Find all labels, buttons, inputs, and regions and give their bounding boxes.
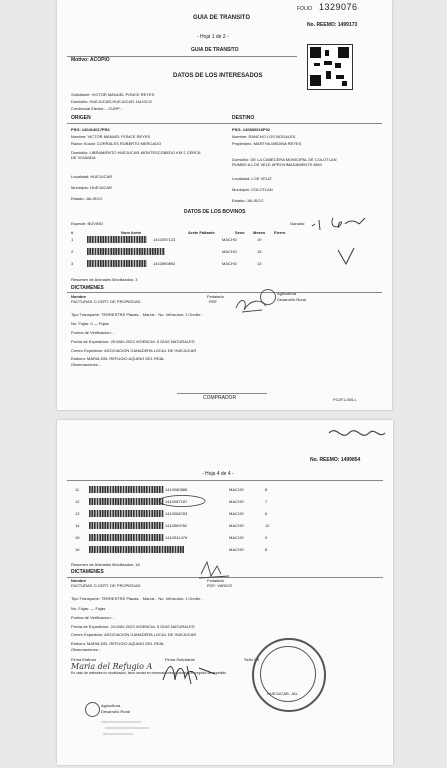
firma-solicitante-label: Firma Solicitante (165, 657, 195, 662)
page-counter: - Hoja 4 de 4 - (202, 471, 234, 477)
elaboro-signature: Maria del Refugio A (71, 662, 153, 671)
redacted-field (89, 498, 164, 505)
destino-propietario: Propietario: MARTHA MEDINA REYES (232, 141, 302, 146)
origen-heading: ORIGEN (71, 115, 91, 121)
redacted-field (89, 522, 164, 529)
handwritten-note (309, 214, 369, 234)
origen-domicilio-1: Domicilio: LIBRAMIENTO HUEJUCAR-MONTESCOBEDO KM 2 CERCA (71, 150, 201, 155)
tipo-transporte: Tipo Transporte: TERRESTRE Placas: . Marca: . No. Vehiculos: 1 Chofer: . (71, 312, 204, 317)
page-title: GUIA DE TRANSITO (193, 15, 251, 21)
centro-expedidor: Centro Expedidor: ASOCIACION GANADERA LOCAL DE HUEJUCAR (71, 348, 197, 353)
table-row-meses: 8 (265, 487, 268, 492)
table-row-sexo: MACHO (229, 511, 244, 516)
table-row-meses: 8 (265, 547, 268, 552)
col-meses: Meses (253, 230, 266, 235)
redacted-field (87, 260, 147, 267)
redacted-field (87, 248, 165, 255)
desarrollo-rural-text: Desarrollo Rural (277, 297, 306, 302)
fojas: No. Fojas: 0 — Fojas (71, 321, 109, 326)
agricultura-text: Agricultura (277, 291, 297, 296)
col-arete: Num Arete (121, 230, 142, 235)
origen-domicilio-2: DE VIGANDA (71, 155, 96, 160)
table-row-meses: 9 (265, 535, 268, 540)
table-row-num: 3 (71, 261, 74, 266)
reemo-number: No. REEMO: 1499854 (310, 457, 361, 463)
table-row-meses: 19 (257, 237, 262, 242)
observaciones: Observaciones: - (71, 362, 102, 367)
table-row-meses: 6 (265, 511, 268, 516)
especie: Especie: BOVINO (71, 221, 104, 226)
table-row-num: 13 (75, 511, 80, 516)
agricultura-logo (260, 289, 276, 305)
puntos-verificacion: Puntos de Verificacion: - (71, 330, 115, 335)
table-row-arete: 1410541476 (165, 535, 188, 540)
qr-code (307, 44, 353, 90)
origen-razon: Razon Social: CORRALES ROBERTO MERCADO (71, 141, 162, 146)
dictamen-nombre-col: Nombre (71, 294, 87, 299)
seal-text: HUEJUCAR, JAL. (267, 691, 300, 696)
table-row-num: 1 (71, 237, 74, 242)
table-row-arete: 1410057123 (153, 237, 176, 242)
section-interesados: DATOS DE LOS INTERESADOS (173, 73, 263, 79)
table-row-meses: 12 (265, 523, 270, 528)
folio-number: 1329076 (319, 2, 358, 12)
section-bovinos: DATOS DE LOS BOVINOS (184, 209, 246, 215)
table-row-arete: 1410068783 (165, 511, 188, 516)
fedatario-signature (197, 558, 233, 580)
dictamen-facturas: FACTURAS O CERT. DE PROPIEDAD (71, 299, 141, 304)
col-fierro: Fierro (274, 230, 286, 235)
origen-nombre: Nombre: VICTOR MANUEL PONCE REYES (71, 134, 151, 139)
fedatario-value: RSF (209, 299, 217, 304)
resumen-animales: Resumen de Animales Movilizados: 16 (71, 562, 140, 567)
origen-municipio: Municipio: HUEJUCAR (71, 185, 112, 190)
destino-municipio: Municipio: COLOTLAN (232, 187, 273, 192)
col-sexo: Sexo (235, 230, 245, 235)
fecha-expedicion: Fecha de Expedicion: 29-MAY-2023 VIGENCIA: 5 DIAS NATURALES (71, 339, 195, 344)
table-row-meses: 13 (257, 261, 262, 266)
solicitante: Solicitante: VICTOR MANUEL PONCE REYES (71, 92, 155, 97)
redacted-field (87, 236, 147, 243)
motivo: Motivo: ACOPIO (71, 57, 110, 63)
section-dictamenes: DICTAMENES (71, 285, 104, 291)
table-row-sexo: MACHO (222, 237, 237, 242)
resumen-animales: Resumen de Animales Movilizados: 3 (71, 277, 138, 282)
destino-domicilio-2: RUMBO A LOS VELE APROXIMADAMENTE 8KM (232, 162, 322, 167)
destino-heading: DESTINO (232, 115, 255, 121)
page-counter: - Hoja 1 de 2 - (197, 34, 229, 40)
origen-psg: PSG: 140414017PR2 (71, 127, 110, 132)
circled-mark (157, 494, 207, 508)
redacted-field (89, 510, 164, 517)
table-row-num: 11 (75, 487, 80, 492)
solicitante-domicilio: Domicilio: HUEJUCAR,HUEJUCAR JALISCO (71, 99, 152, 104)
redacted-field (89, 486, 164, 493)
fedatario-label: Fedatario (207, 294, 224, 299)
fecha-expedicion: Fecha de Expedicion: 24-MAY-2023 VIGENCIA: 5 DIAS NATURALES (71, 624, 195, 629)
guia-page-1 (57, 0, 392, 410)
reemo-number: No. REEMO: 1499173 (307, 22, 358, 28)
fedatario-label: Fedatario (207, 578, 224, 583)
credencial: Credencial Elector: - CURP: - (71, 106, 124, 111)
observaciones: Observaciones: - (71, 647, 102, 652)
stamp-scribble (97, 716, 157, 740)
table-row-sexo: MACHO (229, 499, 244, 504)
destino-localidad: Localidad: LOS VELIZ (232, 176, 272, 181)
table-row-num: 12 (75, 499, 80, 504)
table-row-meses: 15 (257, 249, 262, 254)
check-mark (335, 246, 357, 268)
table-row-sexo: MACHO (229, 535, 244, 540)
destino-nombre: Nombre: RANCHO LOS NOGALES (232, 134, 296, 139)
agricultura-text: Agricultura (101, 703, 121, 708)
table-row-arete: 1410087187 (165, 499, 188, 504)
table-row-meses: 7 (265, 499, 268, 504)
destino-psg: PSG: 140830016P02 (232, 127, 271, 132)
redacted-field (89, 546, 184, 553)
table-row-num: 14 (75, 523, 80, 528)
form-code: FGJF1-005-L (333, 397, 357, 402)
table-row-sexo: MACHO (229, 487, 244, 492)
elaboro: Elaboro: MARIA DEL REFUGIO AQUINO DEL REAL (71, 356, 165, 361)
redacted-scribble (327, 424, 387, 442)
table-row-sexo: MACHO (229, 523, 244, 528)
folio-label: FOLIO (297, 6, 313, 12)
ganado-label: Ganado: (290, 221, 306, 226)
section-dictamenes: DICTAMENES (71, 569, 104, 575)
nota-movilizados: En caso de animales no movilizados, favor anotar en observaciones y cancelar en registro de expedido (71, 671, 227, 675)
dictamen-facturas: FACTURAS O CERT. DE PROPIEDAD (71, 583, 141, 588)
firma-elaboro-label: Firma Elaboro (71, 657, 97, 662)
fedatario-value: RSF: VARIOS (207, 583, 233, 588)
table-row-num: 15 (75, 535, 80, 540)
fojas: No. Fojas: — Fojas (71, 606, 106, 611)
tipo-transporte: Tipo Transporte: TERRESTRE Placas: . Marca: . No. Vehiculos: 1 Chofer: . (71, 596, 204, 601)
table-row-num: 2 (71, 249, 74, 254)
page-subtitle: GUIA DE TRANSITO (191, 47, 239, 53)
centro-expedidor: Centro Expedidor: ASOCIACION GANADERA LOCAL DE HUEJUCAR (71, 632, 197, 637)
comprador-label: COMPRADOR (203, 395, 237, 401)
redacted-field (89, 534, 164, 541)
origen-estado: Estado: JALISCO (71, 196, 103, 201)
table-row-arete: 1410890892 (153, 261, 176, 266)
destino-estado: Estado: JALISCO (232, 198, 264, 203)
col-arete-faltante: Arete Faltante (188, 230, 215, 235)
destino-domicilio-1: Domicilio: DE LA CABECERA MUNICIPAL DE COLOTLAN (232, 157, 337, 162)
table-row-sexo: MACHO (222, 249, 237, 254)
table-row-sexo: MACHO (222, 261, 237, 266)
col-num: # (71, 230, 74, 235)
table-row-arete: 1410080888 (165, 487, 188, 492)
agricultura-logo (85, 702, 100, 717)
sello-label: Sello Ofi (244, 657, 260, 662)
table-row-sexo: MACHO (229, 547, 244, 552)
table-row-num: 16 (75, 547, 80, 552)
origen-localidad: Localidad: HUEJUCAR (71, 174, 113, 179)
puntos-verificacion: Puntos de Verificacion: - (71, 615, 115, 620)
elaboro: Elaboro: MARIA DEL REFUGIO AQUINO DEL REAL (71, 641, 165, 646)
desarrollo-rural-text: Desarrollo Rural (101, 709, 130, 714)
official-seal (252, 638, 326, 712)
table-row-arete: 1410569782 (165, 523, 188, 528)
guia-page-4 (57, 420, 393, 765)
dictamen-nombre-col: Nombre (71, 578, 87, 583)
